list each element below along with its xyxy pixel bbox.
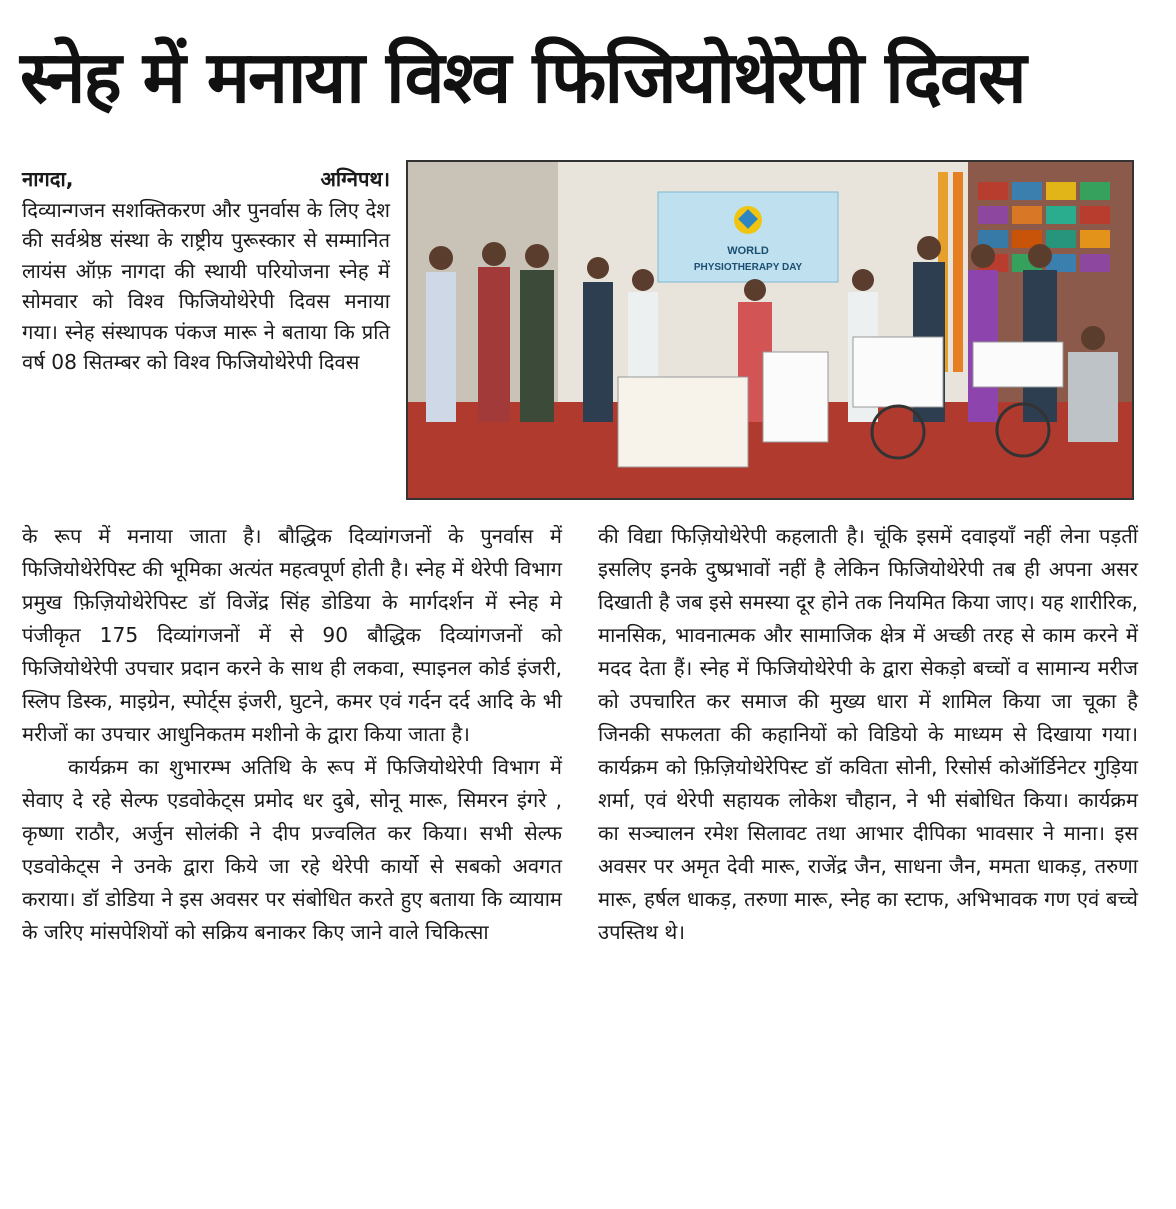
dateline	[22, 164, 390, 195]
banner-line1: WORLD	[727, 245, 769, 257]
left-para-1: के रूप में मनाया जाता है। बौद्धिक दिव्यांगजनों के पुनर्वास में फिजियोथेरेपिस्ट की भूमिका अत्यंत महत्वपूर्ण होती है। स्नेह में थेरेपी विभाग प्रमुख फ़िज़ियोथेरेपिस्ट डॉ विजेंद्र सिंह डोडिया के मार्गदर्शन में स्नेह मे पंजीकृत 175 दिव्यांगजनों में से 90 बौद्धिक दिव्यांगजनों को फिजियोथेरेपी उपचार प्रदान करने के साथ ही लकवा, स्पाइनल कोर्ड इंजरी, स्लिप डिस्क, माइग्रेन, स्पोर्ट्स इंजरी, घुटने, कमर एवं गर्दन दर्द आदि के भी मरीजों का उपचार आधुनिकतम मशीनो के द्वारा किया जाता है।	[22, 524, 562, 746]
event-photo-illustration	[408, 162, 1132, 498]
headline: स्नेह में मनाया विश्व फिजियोथेरेपी दिवस	[20, 35, 1025, 119]
right-column	[598, 520, 1138, 949]
dateline-source: अग्निपथ।	[320, 167, 390, 191]
event-photo	[406, 160, 1134, 500]
intro-text: दिव्यान्गजन सशक्तिकरण और पुनर्वास के लिए देश की सर्वश्रेष्ठ संस्था के राष्ट्रीय पुरूस्कार से सम्मानित लायंस ऑफ़ नागदा की स्थायी परियोजना स्नेह में सोमवार को विश्व फिजियोथेरेपी दिवस मनाया गया। स्नेह संस्थापक पंकज मारू ने बताया कि प्रति वर्ष 08 सितम्बर को विश्व फिजियोथेरेपी दिवस	[22, 197, 390, 374]
dateline-place: नागदा,	[22, 167, 74, 191]
intro-block	[22, 164, 390, 378]
left-para-2: कार्यक्रम का शुभारम्भ अतिथि के रूप में फिजियोथेरेपी विभाग में सेवाए दे रहे सेल्फ एडवोकेट्स प्रमोद धर दुबे, सोनू मारू, सिमरन इंगरे , कृष्णा राठौर, अर्जुन सोलंकी ने दीप प्रज्वलित कर किया। सभी सेल्फ एडवोकेट्स ने उनके द्वारा किये जा रहे थेरेपी कार्यो से सबको अवगत कराया। डॉ डोडिया ने इस अवसर पर संबोधित करते हुए बताया कि व्यायाम के जरिए मांसपेशियों को सक्रिय बनाकर किए जाने वाले चिकित्सा	[22, 755, 562, 944]
banner-line2: PHYSIOTHERAPY DAY	[693, 262, 803, 273]
left-column	[22, 520, 562, 949]
right-para-1: की विद्या फिज़ियोथेरेपी कहलाती है। चूंकि इसमें दवाइयाँ नहीं लेना पड़तीं इसलिए इनके दुष्प्रभावों नहीं है लेकिन फिजियोथेरेपी तब ही अपना असर दिखाती है जब इसे समस्या दूर होने तक नियमित किया जाए। यह शारीरिक, मानसिक, भावनात्मक और सामाजिक क्षेत्र में अच्छी तरह से काम करने में मदद देता हैं। स्नेह में फिजियोथेरेपी के द्वारा सेकड़ो बच्चों व सामान्य मरीज को उपचारित कर समाज की मुख्य धारा में शामिल किया जा चूका है जिनकी सफलता की कहानियों को विडियो के माध्यम से दिखाया गया। कार्यक्रम को फ़िज़ियोथेरेपिस्ट डॉ कविता सोनी, रिसोर्स कोऑर्डिनेटर गुड़िया शर्मा, एवं थेरेपी सहायक लोकेश चौहान, ने भी संबोधित किया। कार्यक्रम का सञ्चालन रमेश सिलावट तथा आभार दीपिका भावसार ने माना। इस अवसर पर अमृत देवी मारू, राजेंद्र जैन, साधना जैन, ममता धाकड़, तरुणा मारू, हर्षल धाकड़, तरुणा मारू, स्नेह का स्टाफ, अभिभावक गण एवं बच्चे उपस्तिथ थे।	[598, 524, 1138, 944]
